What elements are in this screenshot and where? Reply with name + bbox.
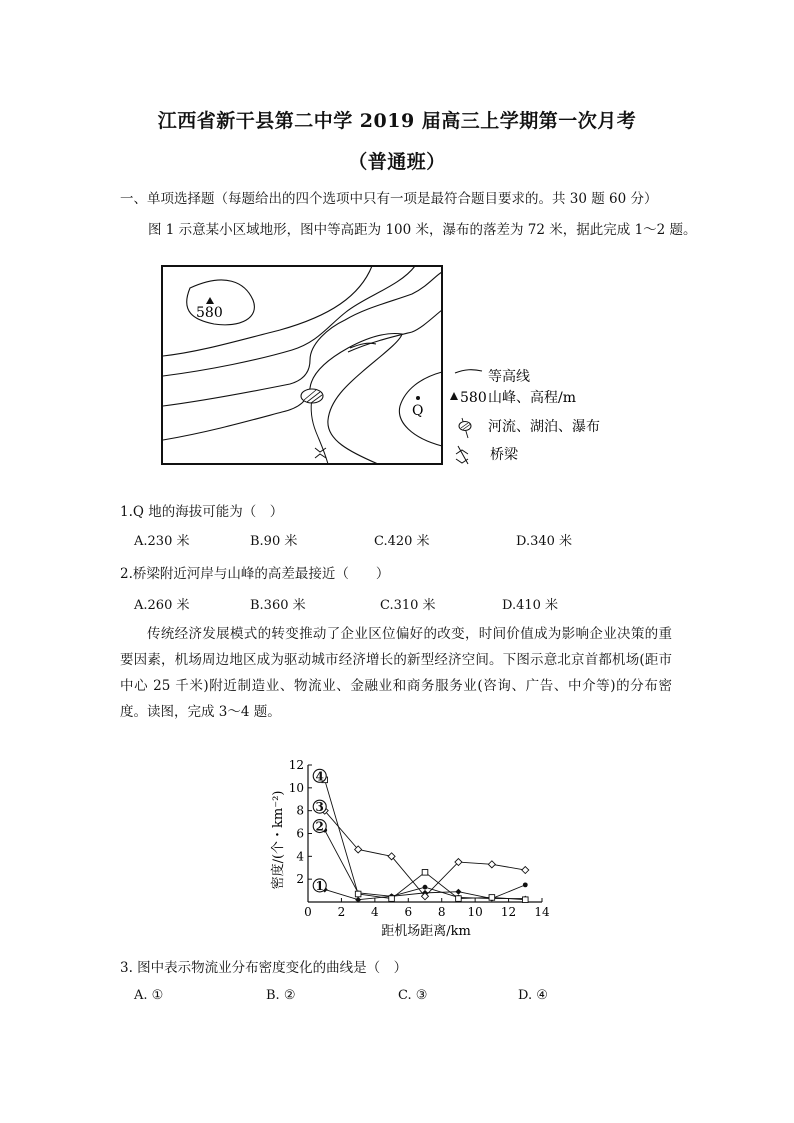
chart-point xyxy=(455,889,461,895)
chart-point xyxy=(489,895,495,901)
q-point-label: Q xyxy=(412,403,424,419)
chart-series-label: 1 xyxy=(315,878,324,893)
chart-x-tick-label: 12 xyxy=(500,905,517,919)
chart-point xyxy=(355,891,361,897)
q3-option-c: C. ③ xyxy=(398,988,428,1003)
chart-y-axis-label: 密度/(个・km⁻²) xyxy=(271,790,286,890)
legend-contour-icon xyxy=(455,370,482,373)
q1-option-c: C.420 米 xyxy=(374,534,430,549)
q1-stem: 1.Q 地的海拔可能为（ ） xyxy=(120,504,284,520)
chart-point xyxy=(523,882,528,887)
density-line-chart xyxy=(250,750,570,948)
chart-point xyxy=(422,870,428,876)
chart-series-line xyxy=(325,780,526,900)
map-frame xyxy=(162,266,442,464)
q1-option-d: D.340 米 xyxy=(516,534,573,549)
legend-peak-icon xyxy=(450,392,458,400)
chart-y-tick-label: 10 xyxy=(288,780,304,795)
chart-y-tick-label: 12 xyxy=(288,758,304,772)
chart-series-label: 4 xyxy=(315,769,324,784)
contour-right-1 xyxy=(348,310,442,352)
legend-bridge-icon xyxy=(456,446,468,464)
map-legend xyxy=(450,368,600,464)
q2-option-d: D.410 米 xyxy=(502,598,559,613)
chart-x-tick-label: 2 xyxy=(337,905,346,919)
chart-x-tick-label: 10 xyxy=(467,905,483,919)
chart-x-tick-label: 8 xyxy=(437,905,446,919)
peak-icon xyxy=(206,297,214,304)
chart-y-tick-label: 6 xyxy=(296,826,304,841)
q1-option-a: A.230 米 xyxy=(134,534,190,549)
legend-contour: 等高线 xyxy=(488,369,530,385)
q2-stem: 2.桥梁附近河岸与山峰的高差最接近（ ） xyxy=(120,566,390,582)
chart-point xyxy=(423,885,428,890)
q1-option-b: B.90 米 xyxy=(250,534,298,549)
q3-option-a: A. ① xyxy=(134,988,164,1003)
legend-bridge: 桥梁 xyxy=(490,447,518,463)
q3-option-b: B. ② xyxy=(266,988,296,1003)
chart-point xyxy=(488,861,495,868)
contour-lines xyxy=(163,266,442,464)
lake-waterfall xyxy=(301,389,323,403)
legend-peak: 山峰、高程/m xyxy=(488,390,576,406)
intro-1: 图 1 示意某小区域地形，图中等高距为 100 米，瀑布的落差为 72 米，据此完成 1～2 题。 xyxy=(148,222,697,238)
peak-elevation: 580 xyxy=(196,305,223,321)
page-subtitle: （普通班） xyxy=(348,151,446,173)
topo-map-figure xyxy=(150,260,630,475)
contour-upper-1 xyxy=(163,266,372,356)
q2-option-a: A.260 米 xyxy=(134,598,190,613)
chart-x-tick-label: 0 xyxy=(304,905,312,919)
chart-x-axis-label: 距机场距离/km xyxy=(381,924,471,939)
chart-point xyxy=(456,896,462,902)
section-heading: 一、单项选择题（每题给出的四个选项中只有一项是最符合题目要求的。共 30 题 60 分） xyxy=(120,191,658,207)
legend-water-icon xyxy=(459,418,471,438)
chart-series-label: 3 xyxy=(315,800,324,815)
page-title: 江西省新干县第二中学 2019 届高三上学期第一次月考 xyxy=(157,110,637,132)
q2-option-b: B.360 米 xyxy=(250,598,306,613)
lake xyxy=(301,389,323,403)
chart-y-tick-label: 4 xyxy=(296,849,304,864)
chart-y-tick-label: 2 xyxy=(296,872,304,887)
q3-option-d: D. ④ xyxy=(518,988,548,1003)
chart-x-tick-label: 6 xyxy=(404,905,413,919)
chart-point xyxy=(389,896,395,902)
legend-water: 河流、湖泊、瀑布 xyxy=(488,419,600,435)
q3-stem: 3. 图中表示物流业分布密度变化的曲线是（ ） xyxy=(120,960,408,976)
chart-x-tick-label: 14 xyxy=(534,905,550,919)
chart-y-tick-label: 8 xyxy=(296,803,304,818)
chart-series-label: 2 xyxy=(315,819,324,834)
q-point-icon xyxy=(416,396,420,400)
chart-point xyxy=(522,897,528,903)
contour-upper-3 xyxy=(163,272,442,406)
chart-point xyxy=(522,867,529,874)
chart-x-tick-label: 4 xyxy=(371,905,379,919)
q2-option-c: C.310 米 xyxy=(380,598,436,613)
legend-peak-value: 580 xyxy=(460,390,487,406)
intro-2: 传统经济发展模式的转变推动了企业区位偏好的改变，时间价值成为影响企业决策的重要因素，机场周边地区成为驱动城市经济增长的新型经济空间。下图示意北京首都机场(距市中心 25 千米)附近制造业、物流业、金融业和商务服务业(咨询、广告、中介等)的分布密度。读图，完成 3～4 题。 xyxy=(120,626,672,720)
